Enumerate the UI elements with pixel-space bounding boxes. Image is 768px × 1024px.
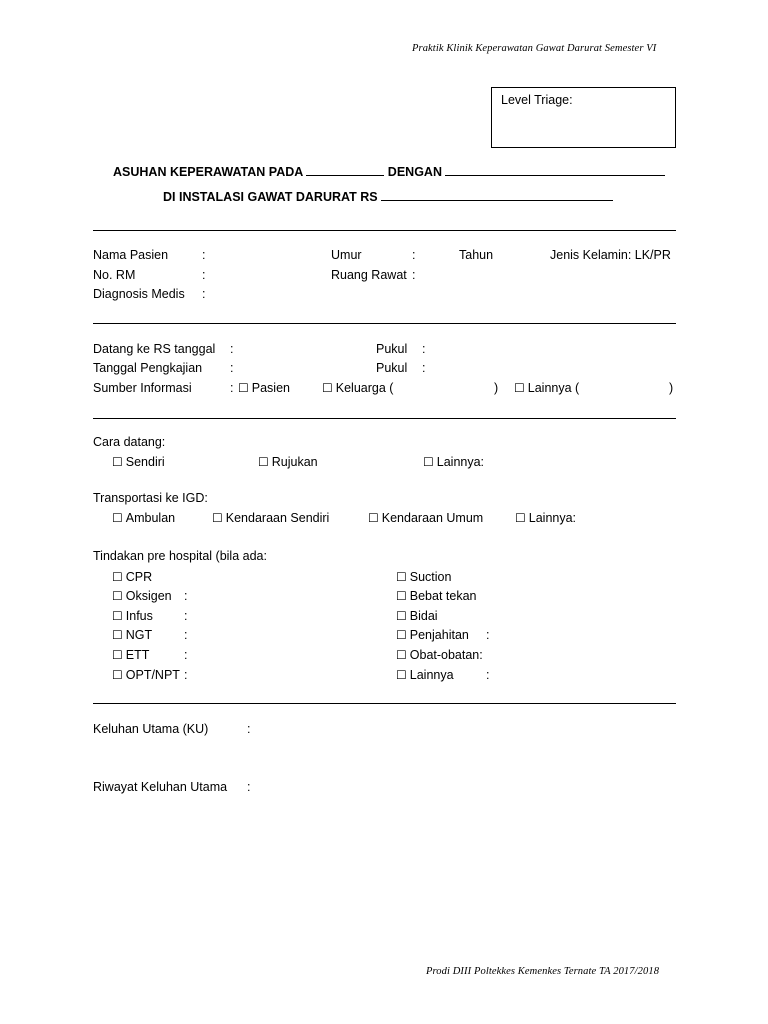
colon: :	[184, 628, 188, 642]
option-label: Kendaraan Umum	[381, 511, 484, 525]
label-transportasi: Transportasi ke IGD:	[93, 491, 208, 505]
label-diagnosis-medis: Diagnosis Medis	[93, 287, 185, 301]
checkbox-icon[interactable]: ☐	[112, 455, 123, 469]
label-umur: Umur	[331, 248, 362, 262]
checkbox-icon[interactable]: ☐	[112, 628, 123, 642]
label-nama-pasien: Nama Pasien	[93, 248, 169, 262]
option-label: Lainnya (	[527, 381, 580, 395]
checkbox-icon[interactable]: ☐	[368, 511, 379, 525]
checkbox-icon[interactable]: ☐	[396, 589, 407, 603]
label-no-rm: No. RM	[93, 268, 136, 282]
divider	[93, 418, 676, 419]
label-sumber-informasi: Sumber Informasi	[93, 381, 192, 395]
option-label: Oksigen	[125, 589, 172, 603]
label-riwayat-keluhan: Riwayat Keluhan Utama	[93, 780, 228, 794]
checkbox-icon[interactable]: ☐	[112, 648, 123, 662]
option-label: Penjahitan	[409, 628, 469, 642]
option-label: Lainnya:	[436, 455, 485, 469]
checkbox-icon[interactable]: ☐	[212, 511, 223, 525]
colon: :	[202, 268, 206, 282]
option-ngt[interactable]	[112, 628, 152, 642]
option-label: Kendaraan Sendiri	[225, 511, 330, 525]
option-label: Sendiri	[125, 455, 165, 469]
label-cara-datang: Cara datang:	[93, 435, 166, 449]
title-part-3: DI INSTALASI GAWAT DARURAT RS	[163, 190, 378, 204]
label-pukul: Pukul	[376, 361, 408, 375]
divider	[93, 323, 676, 324]
colon: :	[184, 668, 188, 682]
checkbox-icon[interactable]: ☐	[396, 668, 407, 682]
divider	[93, 230, 676, 231]
checkbox-icon[interactable]: ☐	[396, 628, 407, 642]
colon: :	[202, 287, 206, 301]
option-ambulan[interactable]	[112, 511, 175, 525]
colon: :	[230, 342, 234, 356]
checkbox-icon[interactable]: ☐	[396, 648, 407, 662]
colon: :	[184, 589, 188, 603]
colon: :	[412, 248, 416, 262]
blank-line	[381, 189, 613, 201]
option-infus[interactable]	[112, 609, 153, 623]
option-ett[interactable]	[112, 648, 149, 662]
colon: :	[184, 648, 188, 662]
checkbox-icon[interactable]: ☐	[258, 455, 269, 469]
option-label: OPT/NPT	[125, 668, 180, 682]
label-tanggal-pengkajian: Tanggal Pengkajian	[93, 361, 203, 375]
option-penjahitan[interactable]	[396, 628, 469, 642]
option-label: Lainnya:	[528, 511, 577, 525]
colon: :	[184, 609, 188, 623]
close-paren: )	[669, 381, 674, 395]
checkbox-icon[interactable]: ☐	[112, 511, 123, 525]
option-lainnya-sumber[interactable]	[514, 381, 579, 395]
divider	[93, 703, 676, 704]
checkbox-icon[interactable]: ☐	[112, 668, 123, 682]
option-label: Lainnya	[409, 668, 454, 682]
checkbox-icon[interactable]: ☐	[423, 455, 434, 469]
option-lainnya-transportasi[interactable]	[515, 511, 576, 525]
colon: :	[247, 780, 251, 794]
option-cpr[interactable]	[112, 570, 152, 584]
label-pukul: Pukul	[376, 342, 408, 356]
option-pasien[interactable]	[238, 381, 290, 395]
colon: :	[202, 248, 206, 262]
option-suction[interactable]	[396, 570, 451, 584]
triage-label: Level Triage:	[501, 93, 573, 107]
title-part-1: ASUHAN KEPERAWATAN PADA	[113, 165, 303, 179]
option-keluarga[interactable]	[322, 381, 393, 395]
label-keluhan-utama: Keluhan Utama (KU)	[93, 722, 209, 736]
blank-line	[445, 164, 665, 176]
option-kendaraan-umum[interactable]	[368, 511, 483, 525]
colon: :	[422, 361, 426, 375]
option-label: Rujukan	[271, 455, 318, 469]
checkbox-icon[interactable]: ☐	[396, 570, 407, 584]
colon: :	[486, 668, 490, 682]
option-opt-npt[interactable]	[112, 668, 180, 682]
option-label: Bebat tekan	[409, 589, 477, 603]
checkbox-icon[interactable]: ☐	[112, 570, 123, 584]
option-label: CPR	[125, 570, 153, 584]
option-label: ETT	[125, 648, 150, 662]
colon: :	[230, 381, 234, 395]
label-tahun: Tahun	[459, 248, 494, 262]
option-label: Infus	[125, 609, 153, 623]
option-bebat-tekan[interactable]	[396, 589, 476, 603]
checkbox-icon[interactable]: ☐	[112, 589, 123, 603]
colon: :	[422, 342, 426, 356]
checkbox-icon[interactable]: ☐	[112, 609, 123, 623]
option-label: Obat-obatan:	[409, 648, 483, 662]
option-lainnya-tindakan[interactable]	[396, 668, 454, 682]
blank-line	[306, 164, 384, 176]
option-label: Ambulan	[125, 511, 176, 525]
colon: :	[230, 361, 234, 375]
label-jenis-kelamin: Jenis Kelamin: LK/PR	[550, 248, 671, 262]
option-lainnya-cara[interactable]	[423, 455, 484, 469]
checkbox-icon[interactable]: ☐	[514, 381, 525, 395]
option-kendaraan-sendiri[interactable]	[212, 511, 329, 525]
colon: :	[486, 628, 490, 642]
title-part-2: DENGAN	[387, 165, 442, 179]
option-label: Bidai	[409, 609, 438, 623]
option-label: Keluarga (	[335, 381, 394, 395]
colon: :	[412, 268, 416, 282]
checkbox-icon[interactable]: ☐	[515, 511, 526, 525]
checkbox-icon[interactable]: ☐	[238, 381, 249, 395]
footer-note: Prodi DIII Poltekkes Kemenkes Ternate TA 2017/2018	[426, 966, 660, 977]
label-tindakan: Tindakan pre hospital (bila ada:	[93, 549, 267, 563]
option-rujukan[interactable]	[258, 455, 318, 469]
option-sendiri[interactable]	[112, 455, 165, 469]
label-ruang-rawat: Ruang Rawat	[331, 268, 407, 282]
option-oksigen[interactable]	[112, 589, 172, 603]
option-label: Pasien	[251, 381, 290, 395]
label-datang-ke-rs: Datang ke RS tanggal	[93, 342, 216, 356]
option-label: Suction	[409, 570, 452, 584]
close-paren: )	[494, 381, 499, 395]
form-title-line1	[113, 164, 665, 179]
checkbox-icon[interactable]: ☐	[322, 381, 333, 395]
colon: :	[247, 722, 251, 736]
header-note: Praktik Klinik Keperawatan Gawat Darurat Semester VI	[412, 43, 657, 54]
option-label: NGT	[125, 628, 153, 642]
option-obat-obatan[interactable]	[396, 648, 483, 662]
option-bidai[interactable]	[396, 609, 438, 623]
form-title-line2	[163, 189, 613, 204]
checkbox-icon[interactable]: ☐	[396, 609, 407, 623]
